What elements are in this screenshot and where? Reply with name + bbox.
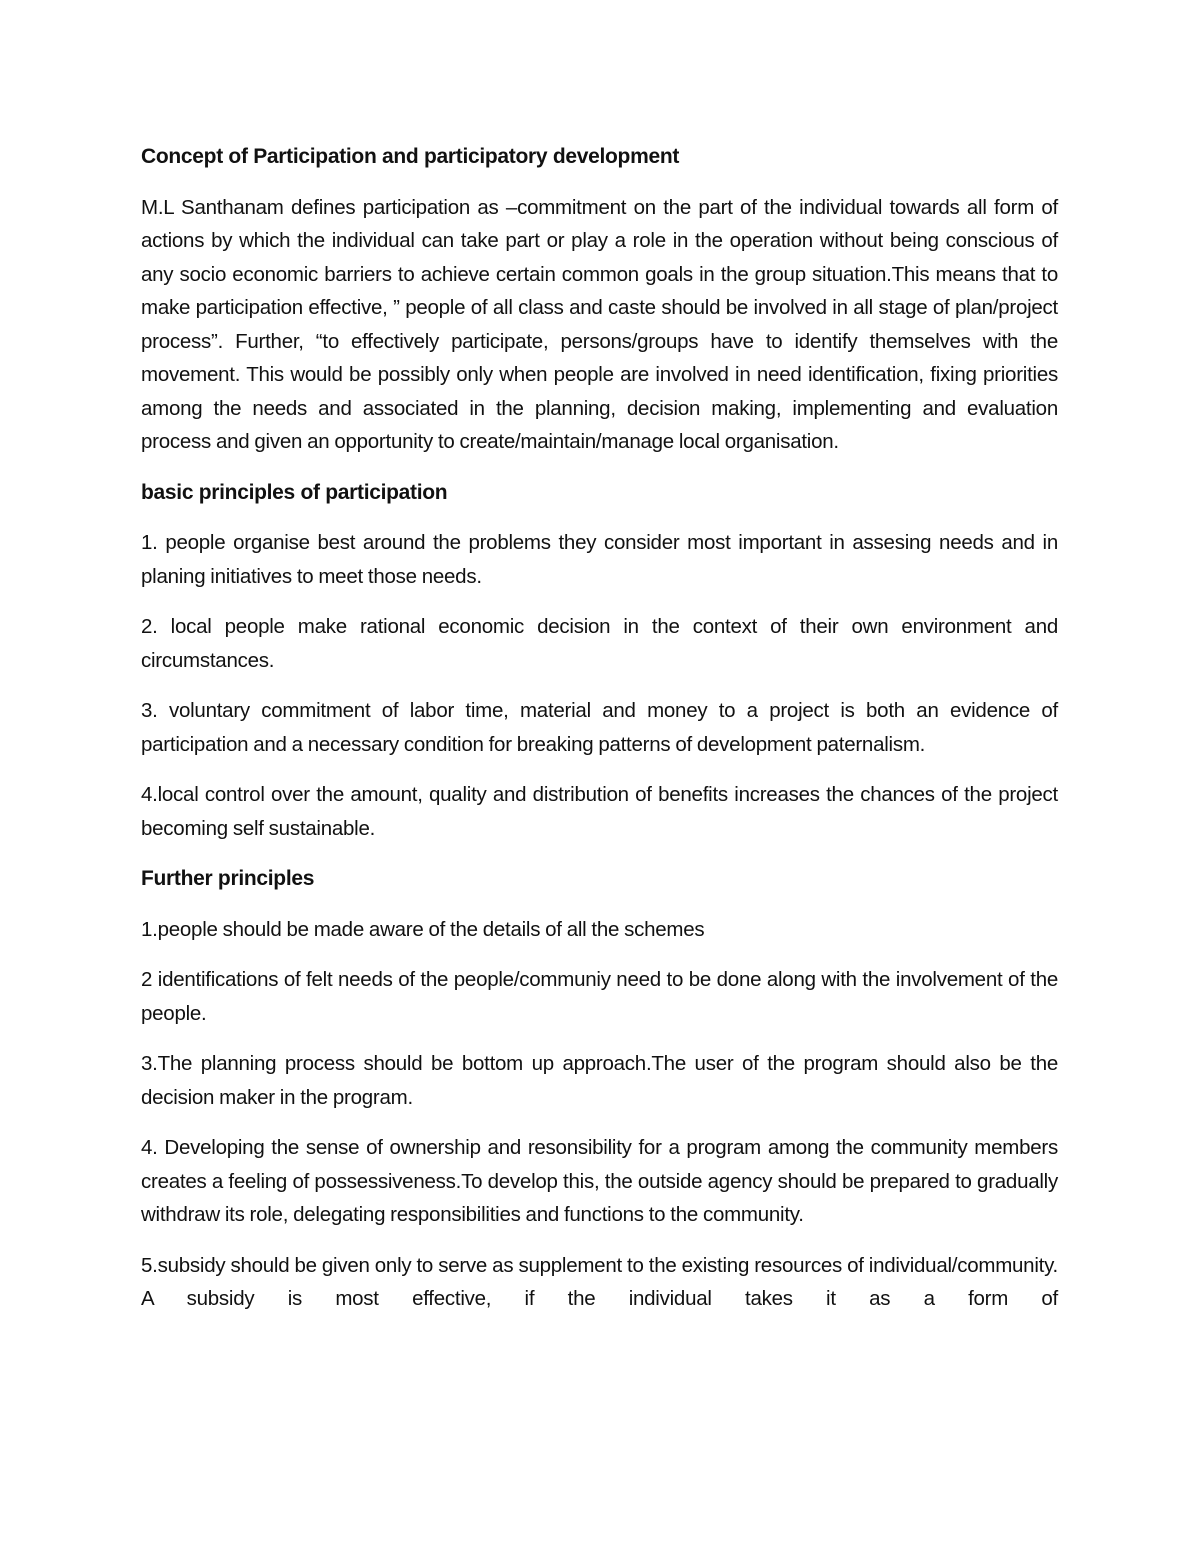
basic-principle-item: 4.local control over the amount, quality and distribution of benefits increases the chances of the project becoming self sustainable. xyxy=(141,783,1058,840)
further-principle-item: 5.subsidy should be given only to serve as supplement to the existing resources of individual/community. A subsidy is most effective, if the individual takes it as a form of xyxy=(141,1253,1058,1310)
basic-principle-item: 1. people organise best around the problems they consider most important in assesing needs and in planing initiatives to meet those needs. xyxy=(141,531,1058,588)
intro-paragraph: M.L Santhanam defines participation as –commitment on the part of the individual towards all form of actions by which the individual can take part or play a role in the operation without being conscious of any socio economic barriers to achieve certain common goals in the group situation.This means that to make participation effective, ” people of all class and caste should be involved in all stage of plan/project process”. Further, “to effectively participate, persons/groups have to identify themselves with the movement. This would be possibly only when people are involved in need identification, fixing priorities among the needs and associated in the planning, decision making, implementing and evaluation process and given an opportunity to create/maintain/manage local organisation. xyxy=(141,195,1058,453)
basic-principle-item: 3. voluntary commitment of labor time, material and money to a project is both an evidence of participation and a necessary condition for breaking patterns of development paternalism. xyxy=(141,699,1058,756)
further-principle-item: 3.The planning process should be bottom up approach.The user of the program should also be the decision maker in the program. xyxy=(141,1052,1058,1109)
further-principles-heading: Further principles xyxy=(141,867,315,890)
further-principle-item: 2 identifications of felt needs of the people/communiy need to be done along with the involvement of the people. xyxy=(141,968,1058,1025)
further-principle-item: 1.people should be made aware of the details of all the schemes xyxy=(141,917,705,941)
document-page xyxy=(141,140,1058,1333)
basic-principle-item: 2. local people make rational economic decision in the context of their own environment and circumstances. xyxy=(141,615,1058,672)
document-title: Concept of Participation and participatory development xyxy=(141,145,680,168)
basic-principles-heading: basic principles of participation xyxy=(141,480,448,504)
further-principle-item: 4. Developing the sense of ownership and resonsibility for a program among the community members creates a feeling of possessiveness.To develop this, the outside agency should be prepared to gradually withdraw its role, delegating responsibilities and functions to the community. xyxy=(141,1136,1058,1226)
